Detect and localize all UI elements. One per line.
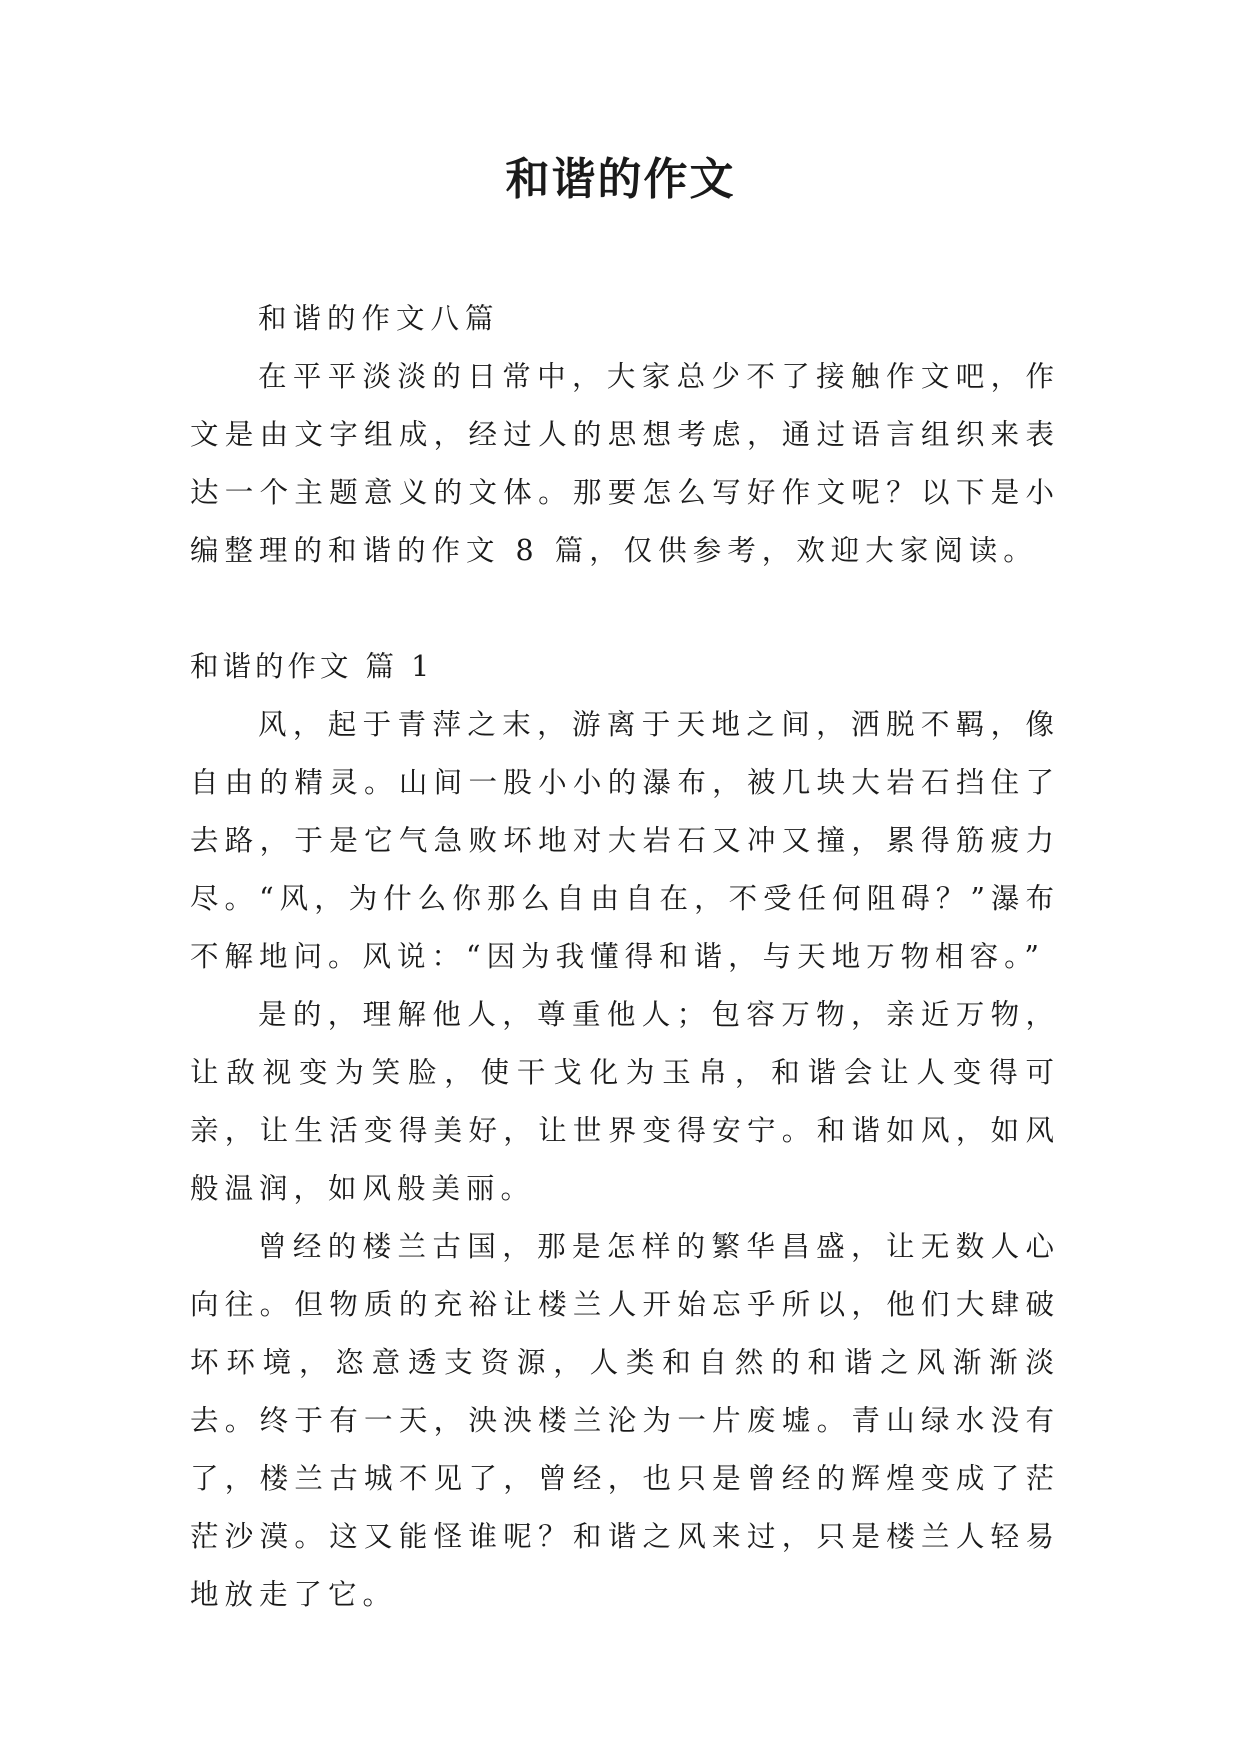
page-title: 和谐的作文 [505,154,736,205]
document-subtitle: 和谐的作文八篇 [258,302,500,335]
body-paragraph: 风，起于青萍之末，游离于天地之间，洒脱不羁，像自由的精灵。山间一股小小的瀑布，被几块大岩石挡住了去路，于是它气急败坏地对大岩石又冲又撞，累得筋疲力尽。“风，为什么你那么自由自在，不受任何阻碍？”瀑布不解地问。风说：“因为我懂得和谐，与天地万物相容。” [190,708,1060,973]
section-spacer [190,580,1060,638]
body-paragraph: 曾经的楼兰古国，那是怎样的繁华昌盛，让无数人心向往。但物质的充裕让楼兰人开始忘乎所以，他们大肆破坏环境，恣意透支资源，人类和自然的和谐之风渐渐淡去。终于有一天，泱泱楼兰沦为一片废墟。青山绿水没有了，楼兰古城不见了，曾经，也只是曾经的辉煌变成了茫茫沙漠。这又能怪谁呢？和谐之风来过，只是楼兰人轻易地放走了它。 [190,1230,1060,1611]
section-heading: 和谐的作文 篇 1 [190,650,434,683]
intro-paragraph: 在平平淡淡的日常中，大家总少不了接触作文吧，作文是由文字组成，经过人的思想考虑，通过语言组织来表达一个主题意义的文体。那要怎么写好作文呢？以下是小编整理的和谐的作文 8 篇，仅供参考，欢迎大家阅读。 [190,360,1060,567]
document-body [190,290,1060,1624]
body-paragraph: 是的，理解他人，尊重他人；包容万物，亲近万物，让敌视变为笑脸，使干戈化为玉帛，和谐会让人变得可亲，让生活变得美好，让世界变得安宁。和谐如风，如风般温润，如风般美丽。 [190,998,1060,1205]
